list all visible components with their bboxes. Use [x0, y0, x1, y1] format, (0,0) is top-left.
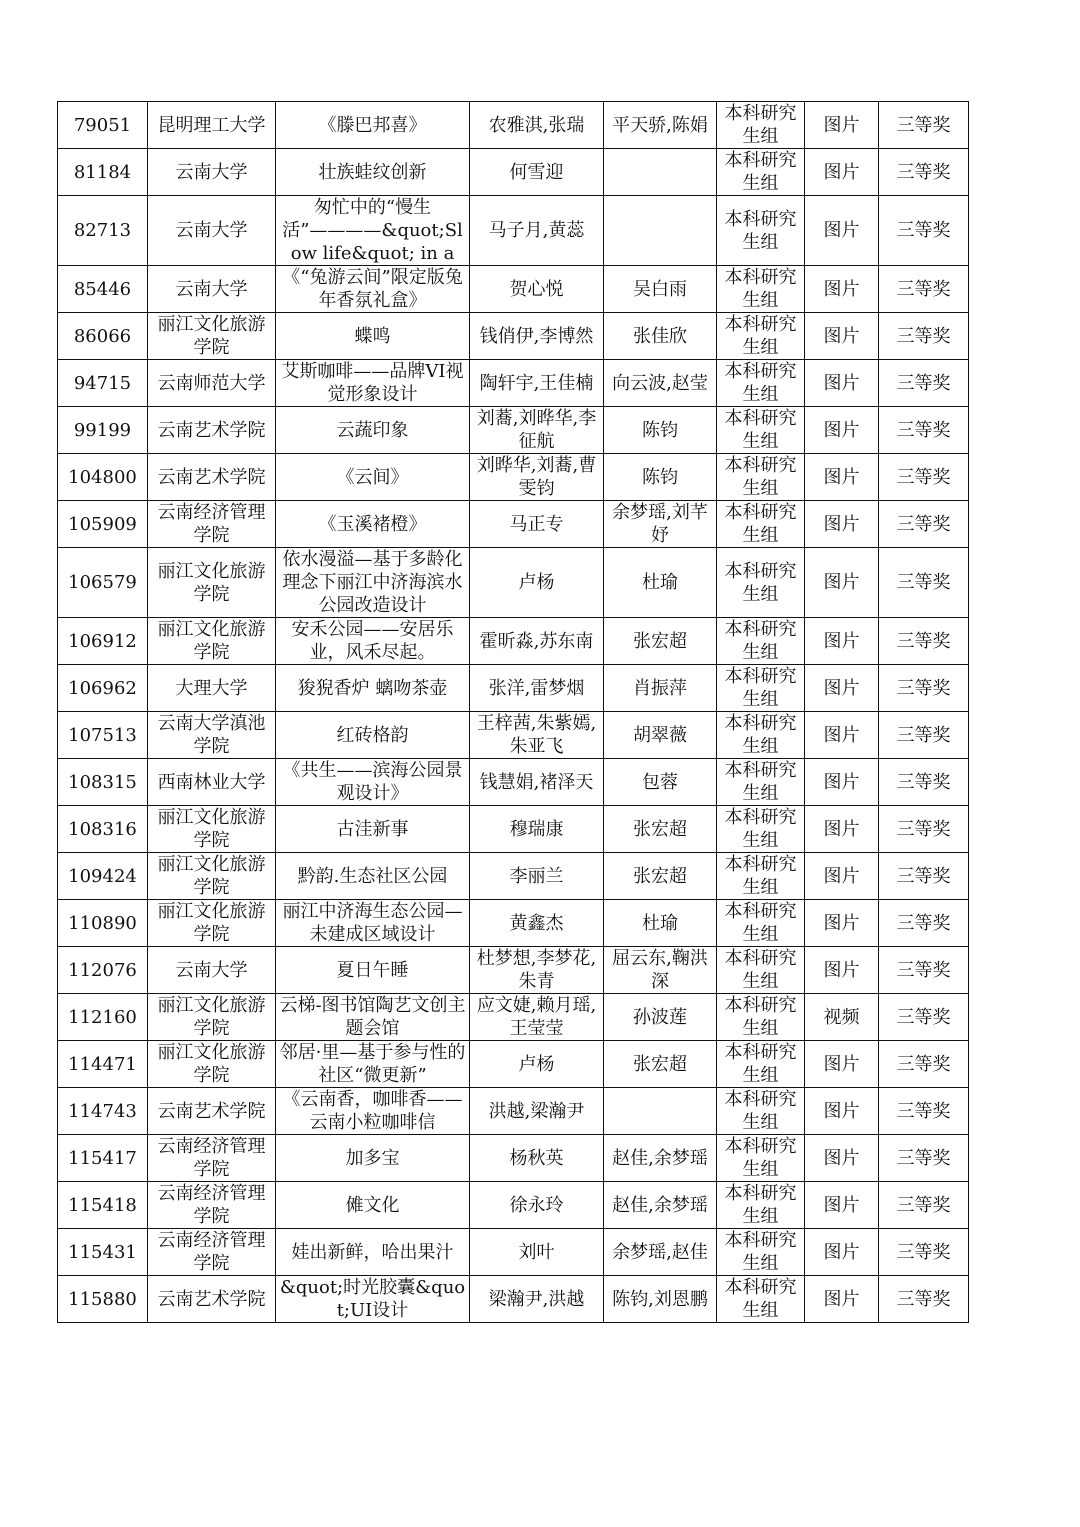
- entry-id-cell: 79051: [58, 102, 148, 149]
- work-title-cell: 《共生——滨海公园景观设计》: [276, 759, 470, 806]
- entry-id-cell: 94715: [58, 360, 148, 407]
- media-type-cell: 图片: [805, 806, 879, 853]
- authors-cell: 杨秋英: [470, 1135, 604, 1182]
- media-type-cell: 图片: [805, 313, 879, 360]
- media-type-cell: 图片: [805, 1182, 879, 1229]
- table-row: [58, 853, 969, 900]
- media-type-cell: 图片: [805, 196, 879, 266]
- entry-id-cell: 106962: [58, 665, 148, 712]
- table-row: [58, 947, 969, 994]
- group-cell: 本科研究生组: [717, 618, 805, 665]
- authors-cell: 张洋,雷梦烟: [470, 665, 604, 712]
- work-title-cell: 《滕巴邦喜》: [276, 102, 470, 149]
- group-cell: 本科研究生组: [717, 1229, 805, 1276]
- advisors-cell: 张宏超: [604, 806, 717, 853]
- media-type-cell: 图片: [805, 501, 879, 548]
- group-cell: 本科研究生组: [717, 548, 805, 618]
- media-type-cell: 图片: [805, 149, 879, 196]
- award-cell: 三等奖: [879, 360, 969, 407]
- table-row: [58, 454, 969, 501]
- group-cell: 本科研究生组: [717, 994, 805, 1041]
- authors-cell: 李丽兰: [470, 853, 604, 900]
- work-title-cell: 云蔬印象: [276, 407, 470, 454]
- table-row: [58, 548, 969, 618]
- award-cell: 三等奖: [879, 994, 969, 1041]
- entry-id-cell: 112076: [58, 947, 148, 994]
- group-cell: 本科研究生组: [717, 1135, 805, 1182]
- authors-cell: 洪越,梁瀚尹: [470, 1088, 604, 1135]
- authors-cell: 马子月,黄蕊: [470, 196, 604, 266]
- award-cell: 三等奖: [879, 1276, 969, 1323]
- award-cell: 三等奖: [879, 759, 969, 806]
- advisors-cell: 向云波,赵莹: [604, 360, 717, 407]
- entry-id-cell: 114743: [58, 1088, 148, 1135]
- table-row: [58, 360, 969, 407]
- advisors-cell: 余梦瑶,赵佳: [604, 1229, 717, 1276]
- school-cell: 丽江文化旅游学院: [148, 1041, 276, 1088]
- media-type-cell: 图片: [805, 947, 879, 994]
- work-title-cell: 蝶鸣: [276, 313, 470, 360]
- media-type-cell: 图片: [805, 618, 879, 665]
- advisors-cell: 陈钧: [604, 454, 717, 501]
- advisors-cell: 杜瑜: [604, 900, 717, 947]
- group-cell: 本科研究生组: [717, 1088, 805, 1135]
- authors-cell: 穆瑞康: [470, 806, 604, 853]
- media-type-cell: 视频: [805, 994, 879, 1041]
- authors-cell: 马正专: [470, 501, 604, 548]
- award-cell: 三等奖: [879, 900, 969, 947]
- entry-id-cell: 115417: [58, 1135, 148, 1182]
- school-cell: 云南大学: [148, 947, 276, 994]
- media-type-cell: 图片: [805, 548, 879, 618]
- authors-cell: 应文婕,赖月瑶,王莹莹: [470, 994, 604, 1041]
- work-title-cell: 云梯-图书馆陶艺文创主题会馆: [276, 994, 470, 1041]
- school-cell: 丽江文化旅游学院: [148, 994, 276, 1041]
- advisors-cell: 平天骄,陈娟: [604, 102, 717, 149]
- advisors-cell: 陈钧: [604, 407, 717, 454]
- work-title-cell: 《“兔游云间”限定版兔年香氛礼盒》: [276, 266, 470, 313]
- school-cell: 云南大学: [148, 149, 276, 196]
- advisors-cell: 赵佳,余梦瑶: [604, 1182, 717, 1229]
- award-cell: 三等奖: [879, 1182, 969, 1229]
- table-row: [58, 1088, 969, 1135]
- work-title-cell: 夏日午睡: [276, 947, 470, 994]
- entry-id-cell: 115431: [58, 1229, 148, 1276]
- media-type-cell: 图片: [805, 1229, 879, 1276]
- work-title-cell: 古洼新事: [276, 806, 470, 853]
- advisors-cell: 肖振萍: [604, 665, 717, 712]
- work-title-cell: 《玉溪褚橙》: [276, 501, 470, 548]
- group-cell: 本科研究生组: [717, 196, 805, 266]
- table-row: [58, 501, 969, 548]
- group-cell: 本科研究生组: [717, 759, 805, 806]
- entry-id-cell: 108315: [58, 759, 148, 806]
- award-cell: 三等奖: [879, 712, 969, 759]
- advisors-cell: [604, 149, 717, 196]
- work-title-cell: &quot;时光胶囊&quot;UI设计: [276, 1276, 470, 1323]
- table-row: [58, 806, 969, 853]
- school-cell: 云南经济管理学院: [148, 501, 276, 548]
- work-title-cell: 加多宝: [276, 1135, 470, 1182]
- school-cell: 云南艺术学院: [148, 1088, 276, 1135]
- advisors-cell: 包蓉: [604, 759, 717, 806]
- advisors-cell: 张宏超: [604, 618, 717, 665]
- award-cell: 三等奖: [879, 407, 969, 454]
- work-title-cell: 红砖格韵: [276, 712, 470, 759]
- entry-id-cell: 109424: [58, 853, 148, 900]
- table-row: [58, 1135, 969, 1182]
- media-type-cell: 图片: [805, 102, 879, 149]
- group-cell: 本科研究生组: [717, 1041, 805, 1088]
- media-type-cell: 图片: [805, 665, 879, 712]
- group-cell: 本科研究生组: [717, 900, 805, 947]
- media-type-cell: 图片: [805, 759, 879, 806]
- authors-cell: 钱俏伊,李博然: [470, 313, 604, 360]
- award-cell: 三等奖: [879, 102, 969, 149]
- school-cell: 丽江文化旅游学院: [148, 853, 276, 900]
- authors-cell: 徐永玲: [470, 1182, 604, 1229]
- school-cell: 云南师范大学: [148, 360, 276, 407]
- media-type-cell: 图片: [805, 266, 879, 313]
- school-cell: 西南林业大学: [148, 759, 276, 806]
- authors-cell: 农雅淇,张瑞: [470, 102, 604, 149]
- work-title-cell: 《云间》: [276, 454, 470, 501]
- authors-cell: 贺心悦: [470, 266, 604, 313]
- award-cell: 三等奖: [879, 149, 969, 196]
- award-cell: 三等奖: [879, 1135, 969, 1182]
- awards-table-body: [58, 102, 969, 1323]
- advisors-cell: 张宏超: [604, 1041, 717, 1088]
- advisors-cell: 屈云东,鞠洪深: [604, 947, 717, 994]
- entry-id-cell: 85446: [58, 266, 148, 313]
- work-title-cell: 依水漫溢—基于多龄化理念下丽江中济海滨水公园改造设计: [276, 548, 470, 618]
- work-title-cell: 匆忙中的“慢生活”————&quot;Slow life&quot; in a: [276, 196, 470, 266]
- work-title-cell: 黔韵.生态社区公园: [276, 853, 470, 900]
- awards-table: [57, 101, 969, 1323]
- work-title-cell: 《云南香，咖啡香——云南小粒咖啡信: [276, 1088, 470, 1135]
- table-row: [58, 665, 969, 712]
- group-cell: 本科研究生组: [717, 947, 805, 994]
- table-row: [58, 900, 969, 947]
- work-title-cell: 娃出新鲜，哈出果汁: [276, 1229, 470, 1276]
- media-type-cell: 图片: [805, 407, 879, 454]
- award-cell: 三等奖: [879, 266, 969, 313]
- school-cell: 云南大学滇池学院: [148, 712, 276, 759]
- award-cell: 三等奖: [879, 313, 969, 360]
- group-cell: 本科研究生组: [717, 1276, 805, 1323]
- advisors-cell: 陈钧,刘恩鹏: [604, 1276, 717, 1323]
- media-type-cell: 图片: [805, 1041, 879, 1088]
- advisors-cell: 孙波莲: [604, 994, 717, 1041]
- entry-id-cell: 114471: [58, 1041, 148, 1088]
- work-title-cell: 艾斯咖啡——品牌VI视觉形象设计: [276, 360, 470, 407]
- media-type-cell: 图片: [805, 900, 879, 947]
- media-type-cell: 图片: [805, 853, 879, 900]
- school-cell: 云南艺术学院: [148, 1276, 276, 1323]
- table-row: [58, 994, 969, 1041]
- advisors-cell: 张宏超: [604, 853, 717, 900]
- school-cell: 丽江文化旅游学院: [148, 313, 276, 360]
- school-cell: 云南经济管理学院: [148, 1182, 276, 1229]
- authors-cell: 刘蕎,刘晔华,李征航: [470, 407, 604, 454]
- advisors-cell: 余梦瑶,刘芊妤: [604, 501, 717, 548]
- media-type-cell: 图片: [805, 1276, 879, 1323]
- authors-cell: 刘叶: [470, 1229, 604, 1276]
- entry-id-cell: 105909: [58, 501, 148, 548]
- advisors-cell: 杜瑜: [604, 548, 717, 618]
- school-cell: 丽江文化旅游学院: [148, 900, 276, 947]
- school-cell: 丽江文化旅游学院: [148, 548, 276, 618]
- table-row: [58, 313, 969, 360]
- group-cell: 本科研究生组: [717, 806, 805, 853]
- table-row: [58, 1182, 969, 1229]
- entry-id-cell: 110890: [58, 900, 148, 947]
- group-cell: 本科研究生组: [717, 407, 805, 454]
- authors-cell: 何雪迎: [470, 149, 604, 196]
- award-cell: 三等奖: [879, 947, 969, 994]
- table-row: [58, 1041, 969, 1088]
- table-row: [58, 407, 969, 454]
- award-cell: 三等奖: [879, 806, 969, 853]
- authors-cell: 王梓茜,朱紫嫣,朱亚飞: [470, 712, 604, 759]
- award-cell: 三等奖: [879, 196, 969, 266]
- media-type-cell: 图片: [805, 1135, 879, 1182]
- advisors-cell: [604, 1088, 717, 1135]
- entry-id-cell: 106912: [58, 618, 148, 665]
- work-title-cell: 傩文化: [276, 1182, 470, 1229]
- award-cell: 三等奖: [879, 665, 969, 712]
- media-type-cell: 图片: [805, 712, 879, 759]
- award-cell: 三等奖: [879, 853, 969, 900]
- entry-id-cell: 86066: [58, 313, 148, 360]
- award-cell: 三等奖: [879, 454, 969, 501]
- work-title-cell: 安禾公园——安居乐业，风禾尽起。: [276, 618, 470, 665]
- authors-cell: 刘晔华,刘蕎,曹雯钧: [470, 454, 604, 501]
- table-row: [58, 759, 969, 806]
- entry-id-cell: 104800: [58, 454, 148, 501]
- authors-cell: 杜梦想,李梦花,朱青: [470, 947, 604, 994]
- entry-id-cell: 112160: [58, 994, 148, 1041]
- work-title-cell: 丽江中济海生态公园—未建成区域设计: [276, 900, 470, 947]
- school-cell: 云南经济管理学院: [148, 1135, 276, 1182]
- group-cell: 本科研究生组: [717, 313, 805, 360]
- advisors-cell: 胡翠薇: [604, 712, 717, 759]
- school-cell: 云南大学: [148, 196, 276, 266]
- entry-id-cell: 106579: [58, 548, 148, 618]
- work-title-cell: 狻猊香炉 螭吻茶壶: [276, 665, 470, 712]
- group-cell: 本科研究生组: [717, 712, 805, 759]
- group-cell: 本科研究生组: [717, 360, 805, 407]
- award-cell: 三等奖: [879, 1041, 969, 1088]
- advisors-cell: [604, 196, 717, 266]
- group-cell: 本科研究生组: [717, 665, 805, 712]
- entry-id-cell: 108316: [58, 806, 148, 853]
- school-cell: 云南艺术学院: [148, 454, 276, 501]
- advisors-cell: 赵佳,余梦瑶: [604, 1135, 717, 1182]
- entry-id-cell: 82713: [58, 196, 148, 266]
- media-type-cell: 图片: [805, 1088, 879, 1135]
- table-row: [58, 102, 969, 149]
- group-cell: 本科研究生组: [717, 102, 805, 149]
- table-row: [58, 1276, 969, 1323]
- school-cell: 丽江文化旅游学院: [148, 806, 276, 853]
- group-cell: 本科研究生组: [717, 266, 805, 313]
- school-cell: 云南经济管理学院: [148, 1229, 276, 1276]
- school-cell: 丽江文化旅游学院: [148, 618, 276, 665]
- authors-cell: 梁瀚尹,洪越: [470, 1276, 604, 1323]
- table-row: [58, 1229, 969, 1276]
- media-type-cell: 图片: [805, 360, 879, 407]
- award-cell: 三等奖: [879, 618, 969, 665]
- table-row: [58, 149, 969, 196]
- group-cell: 本科研究生组: [717, 454, 805, 501]
- media-type-cell: 图片: [805, 454, 879, 501]
- award-cell: 三等奖: [879, 1229, 969, 1276]
- entry-id-cell: 115418: [58, 1182, 148, 1229]
- work-title-cell: 壮族蛙纹创新: [276, 149, 470, 196]
- school-cell: 昆明理工大学: [148, 102, 276, 149]
- school-cell: 大理大学: [148, 665, 276, 712]
- authors-cell: 黄鑫杰: [470, 900, 604, 947]
- award-cell: 三等奖: [879, 1088, 969, 1135]
- group-cell: 本科研究生组: [717, 853, 805, 900]
- table-row: [58, 196, 969, 266]
- advisors-cell: 吴白雨: [604, 266, 717, 313]
- entry-id-cell: 99199: [58, 407, 148, 454]
- award-cell: 三等奖: [879, 501, 969, 548]
- group-cell: 本科研究生组: [717, 149, 805, 196]
- group-cell: 本科研究生组: [717, 1182, 805, 1229]
- authors-cell: 卢杨: [470, 1041, 604, 1088]
- work-title-cell: 邻居·里—基于参与性的社区“微更新”: [276, 1041, 470, 1088]
- authors-cell: 霍昕淼,苏东南: [470, 618, 604, 665]
- table-row: [58, 618, 969, 665]
- authors-cell: 卢杨: [470, 548, 604, 618]
- table-row: [58, 712, 969, 759]
- entry-id-cell: 115880: [58, 1276, 148, 1323]
- entry-id-cell: 107513: [58, 712, 148, 759]
- entry-id-cell: 81184: [58, 149, 148, 196]
- table-row: [58, 266, 969, 313]
- school-cell: 云南艺术学院: [148, 407, 276, 454]
- authors-cell: 钱慧娟,褚泽天: [470, 759, 604, 806]
- school-cell: 云南大学: [148, 266, 276, 313]
- advisors-cell: 张佳欣: [604, 313, 717, 360]
- award-cell: 三等奖: [879, 548, 969, 618]
- group-cell: 本科研究生组: [717, 501, 805, 548]
- authors-cell: 陶轩宇,王佳楠: [470, 360, 604, 407]
